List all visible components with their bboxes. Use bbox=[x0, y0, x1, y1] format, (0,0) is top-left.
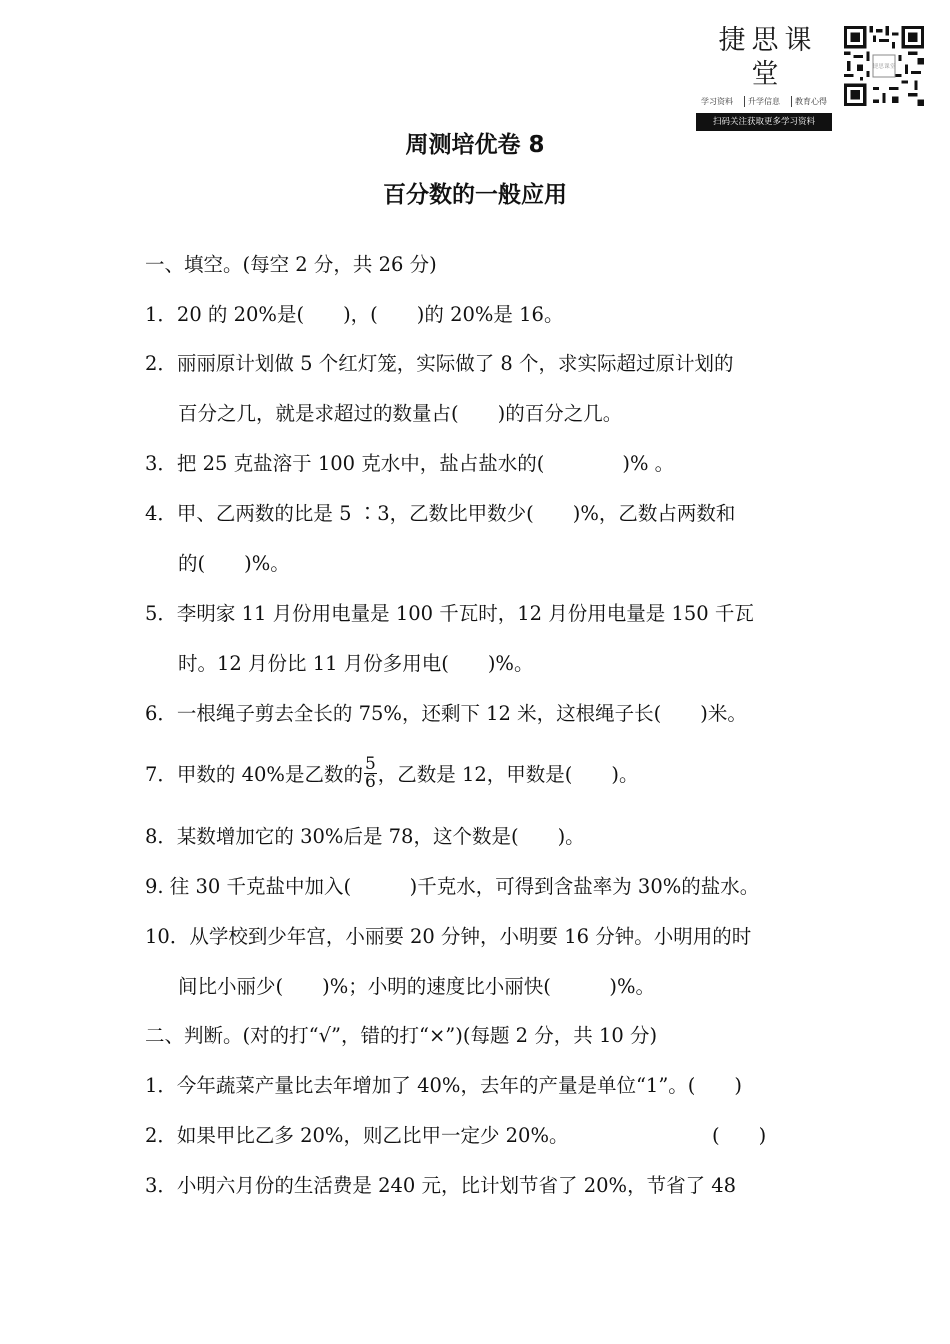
brand-link: 教育心得 bbox=[791, 96, 830, 107]
brand-banner: 扫码关注获取更多学习资料 bbox=[696, 113, 832, 131]
brand-link: 升学信息 bbox=[744, 96, 783, 107]
fraction bbox=[364, 756, 377, 791]
qr-label: 捷思课堂 bbox=[872, 64, 896, 71]
question-line: 2．丽丽原计划做 5 个红灯笼，实际做了 8 个，求实际超过原计划的 bbox=[145, 352, 734, 375]
page-subtitle: 百分数的一般应用 bbox=[383, 182, 567, 208]
fraction-numerator: 5 bbox=[364, 754, 376, 774]
question-line: 3．把 25 克盐溶于 100 克水中，盐占盐水的( )% 。 bbox=[145, 452, 675, 475]
question-line: 10．从学校到少年宫，小丽要 20 分钟，小明要 16 分钟。小明用的时 bbox=[145, 925, 752, 948]
question-line: 时。12 月份比 11 月份多用电( )%。 bbox=[178, 652, 534, 675]
question-text: ，乙数是 12，甲数是( )。 bbox=[377, 763, 639, 786]
brand-links bbox=[696, 96, 832, 107]
question-line: 1．今年蔬菜产量比去年增加了 40%，去年的产量是单位“1”。( ) bbox=[145, 1074, 743, 1097]
section-heading: 一、填空。(每空 2 分，共 26 分) bbox=[145, 253, 437, 276]
question-line: 的( )%。 bbox=[178, 552, 290, 575]
qr-code-icon bbox=[844, 26, 924, 106]
question-line: 百分之几，就是求超过的数量占( )的百分之几。 bbox=[178, 402, 623, 425]
question-line: 间比小丽少( )%；小明的速度比小丽快( )%。 bbox=[178, 975, 655, 998]
brand-name: 捷思课堂 bbox=[718, 25, 818, 90]
question-line: 1．20 的 20%是( )，( )的 20%是 16。 bbox=[145, 303, 564, 326]
fraction-denominator: 6 bbox=[364, 772, 376, 792]
brand-logo bbox=[696, 24, 832, 127]
answer-parentheses: ( ) bbox=[712, 1124, 767, 1147]
question-line: 6．一根绳子剪去全长的 75%，还剩下 12 米，这根绳子长( )米。 bbox=[145, 702, 747, 725]
question-line: 4．甲、乙两数的比是 5 ∶3，乙数比甲数少( )%，乙数占两数和 bbox=[145, 502, 736, 525]
question-line: 2．如果甲比乙多 20%，则乙比甲一定少 20%。 bbox=[145, 1124, 569, 1147]
brand-link: 学习资料 bbox=[701, 97, 733, 106]
question-text: 7．甲数的 40%是乙数的 bbox=[145, 763, 363, 786]
question-line: 8．某数增加它的 30%后是 78，这个数是( )。 bbox=[145, 825, 585, 848]
question-line: 5．李明家 11 月份用电量是 100 千瓦时，12 月份用电量是 150 千瓦 bbox=[145, 602, 754, 625]
page-title: 周测培优卷 8 bbox=[405, 132, 545, 158]
question-line: 9. 往 30 千克盐中加入( )千克水，可得到含盐率为 30%的盐水。 bbox=[145, 875, 760, 898]
question-line: 3．小明六月份的生活费是 240 元，比计划节省了 20%，节省了 48 bbox=[145, 1174, 737, 1197]
section-heading: 二、判断。(对的打“√”，错的打“×”)(每题 2 分，共 10 分) bbox=[145, 1024, 658, 1047]
question-line bbox=[145, 754, 639, 793]
